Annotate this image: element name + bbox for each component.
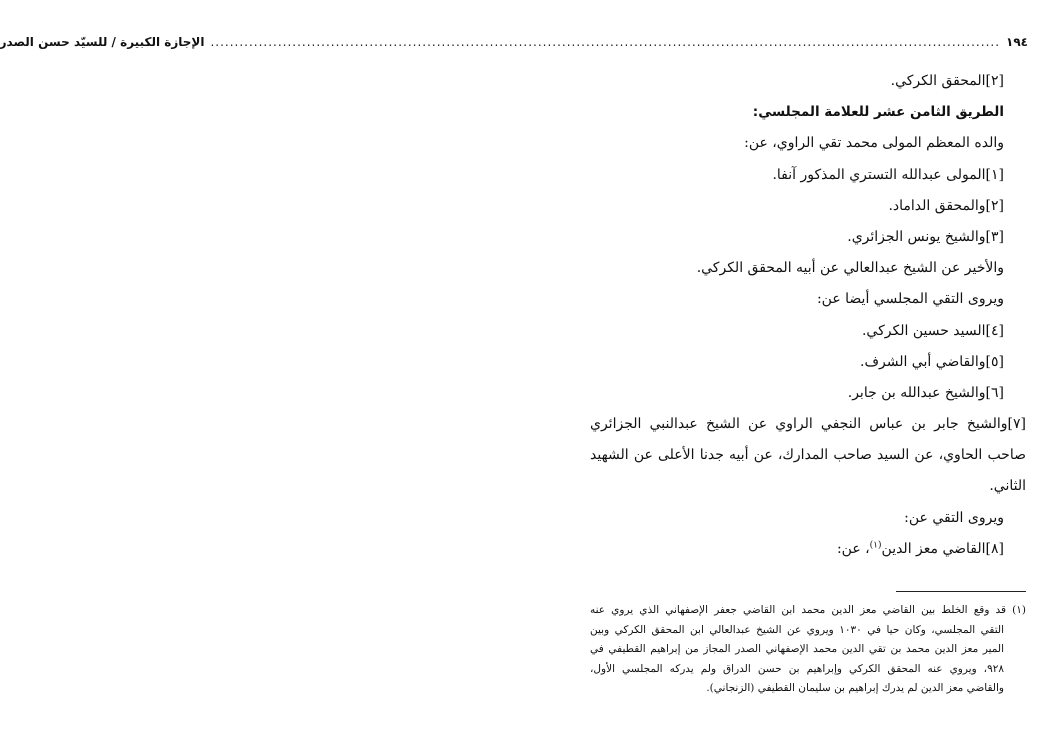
text-line-with-footnote	[590, 534, 1026, 565]
footnote	[590, 601, 1026, 699]
footnote-line: المير معز الدين محمد بن تقي الدين محمد الإصفهاني الصدر المجاز من إبراهيم القطيفي في	[590, 643, 1004, 656]
footnote-marker: (١)	[869, 540, 882, 551]
text-fragment: [٨]القاضي معز الدين	[881, 540, 1004, 557]
footnote-line: والقاضي معز الدين لم يدرك إبراهيم بن سليمان القطيفي (الزنجاني).	[706, 682, 1004, 695]
section-heading: الطريق الثامن عشر للعلامة المجلسي:	[752, 104, 1004, 121]
text-line: ويروى التقي عن:	[904, 509, 1004, 526]
text-fragment: ، عن:	[836, 540, 870, 557]
text-line: والأخير عن الشيخ عبدالعالي عن أبيه المحقق الكركي.	[696, 260, 1004, 277]
text-line: [٧]والشيخ جابر بن عباس النجفي الراوي عن الشيخ عبدالنبي الجزائري	[590, 416, 1026, 433]
page-number: ١٩٤	[1006, 35, 1028, 49]
text-line: ويروى التقي المجلسي أيضا عن:	[816, 291, 1004, 308]
text-line: [٢]المحقق الكركي.	[890, 73, 1004, 89]
text-line: [١]المولى عبدالله التستري المذكور آنفا.	[772, 166, 1004, 183]
text-line: [٣]والشيخ يونس الجزائري.	[847, 228, 1004, 245]
text-line: [٤]السيد حسين الكركي.	[861, 322, 1004, 339]
text-line: والده المعظم المولى محمد تقي الراوي، عن:	[744, 135, 1004, 152]
footnote-line: ٩٢٨، ويروي عنه المحقق الكركي وإبراهيم بن حسن الدراق ولم يدركه المجلسي الأول،	[590, 662, 1004, 675]
header-leader-dots: ....................................................................................................................................................................	[210, 35, 1001, 49]
text-line: صاحب الحاوي، عن السيد صاحب المدارك، عن أبيه جدنا الأعلى عن الشهيد	[590, 447, 1026, 464]
main-text	[590, 66, 1026, 565]
text-line: [٦]والشيخ عبدالله بن جابر.	[847, 384, 1004, 401]
page-header	[0, 32, 1028, 52]
footnote-line: التقي المجلسي، وكان حيا في ١٠٣٠ ويروي عن الشيخ عبدالعالي ابن المحقق الكركي وبين	[590, 623, 1004, 636]
text-line: الثاني.	[989, 478, 1026, 495]
footnote-line: (١) قد وقع الخلط بين القاضي معز الدين محمد ابن القاضي جعفر الإصفهاني الذي يروي عنه	[590, 604, 1026, 616]
running-title: الإجازة الكبيرة / للسيّد حسن الصدر	[0, 35, 205, 49]
text-line: [٢]والمحقق الداماد.	[888, 197, 1004, 214]
footnote-separator	[896, 591, 1026, 592]
text-line: [٥]والقاضي أبي الشرف.	[860, 353, 1004, 370]
